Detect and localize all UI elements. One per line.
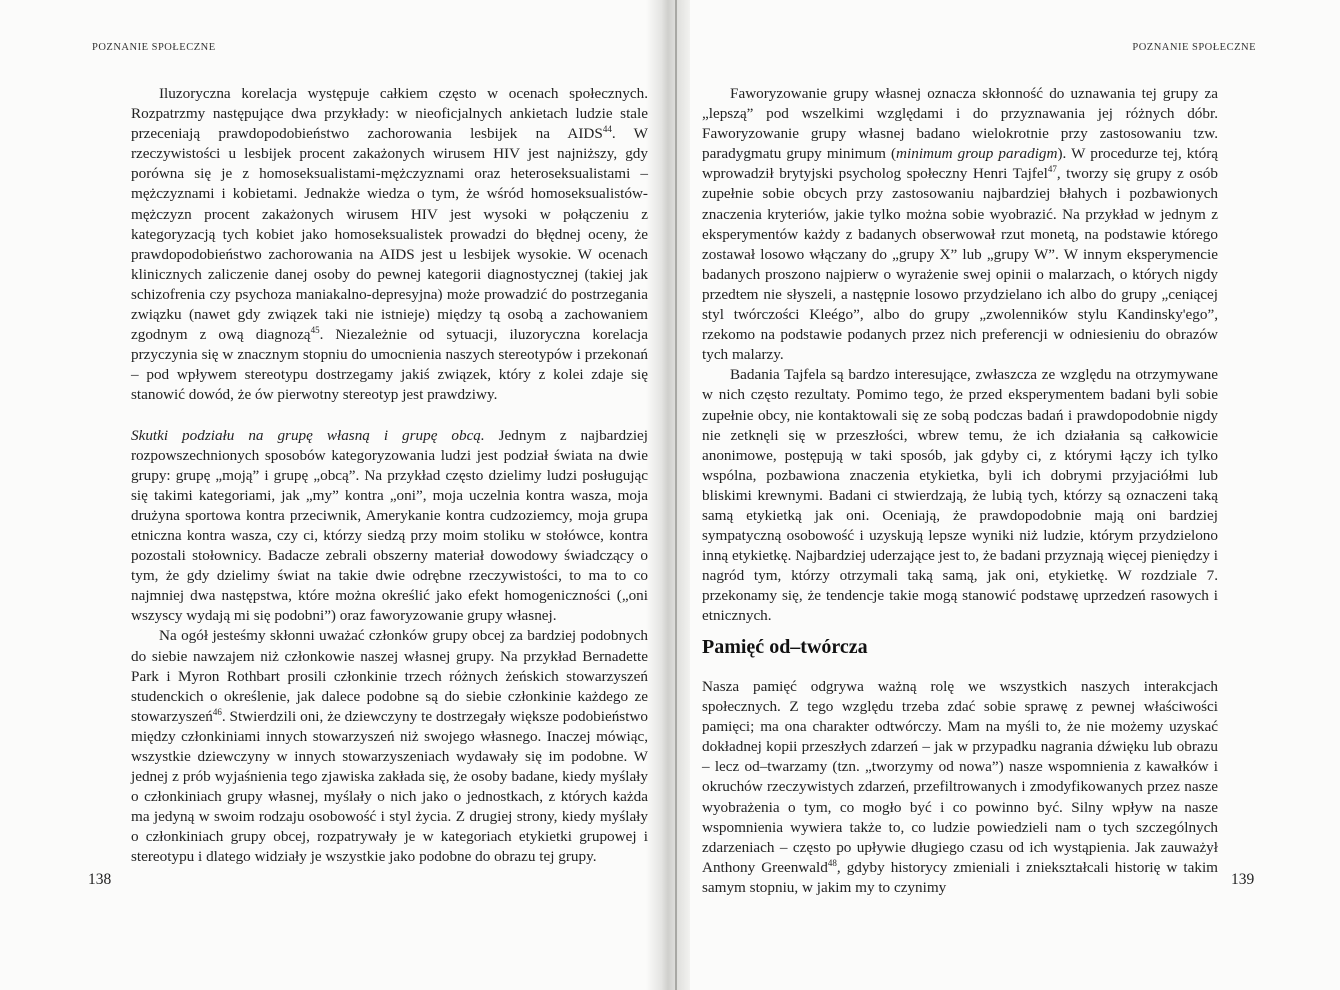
right-page xyxy=(676,0,1340,990)
right-running-head: POZNANIE SPOŁECZNE xyxy=(1132,42,1256,53)
footnote-ref-46: 46 xyxy=(212,706,222,717)
left-paragraph-3: Na ogół jesteśmy skłonni uważać członków grupy obcej za bardziej podobnych do siebie nawzajem niż członkowie naszej własnej grupy. Na przykład Bernadette Park i Myron Rothbart prosili członkinie trzech różnych żeńskich stowarzyszeń studenckich o określenie, jak dalece podobne są do siebie członkinie każdego ze stowarzyszeń$^{46}$. Stwierdzili oni, że dziewczyny te dostrzegały większe podobieństwo między członkiniami innych stowarzyszeń niż swojego własnego. Inaczej mówiąc, wszystkie dziewczyny w innych stowarzyszeniach wydawały się im podobne. W jednej z prób wyjaśnienia tego zjawiska zakłada się, że osoby badane, kiedy myślały o członkiniach grupy własnej, myślały o nich jako o jednostkach, z których każda ma jedyną w swoim rodzaju osobowość i styl życia. Z drugiej strony, kiedy myślały o członkiniach grupy obcej, rozpatrywały je w kategoriach etykietki grupowej i stereotypu i dlatego widziały je wszystkie jako podobne do obrazu tej grupy. xyxy=(131,627,648,866)
left-page-number: 138 xyxy=(88,871,112,888)
right-paragraph-2: Badania Tajfela są bardzo interesujące, zwłaszcza ze względu na otrzymywane w nich często rezultaty. Pomimo tego, że przed eksperymentem badani byli sobie zupełnie obcy, nie kontaktowali się ze sobą podczas badań i prawdopodobnie nigdy nie zetknęli się w przeszłości, wbrew temu, że ich działania są całkowicie anonimowe, postępują w taki sposób, jak gdyby ci, z którymi łączy ich tylko wspólna, pozbawiona znaczenia etykietka, byli ich dobrymi przyjaciółmi lub bliskimi krewnymi. Badani ci stwierdzają, że lubią tych, którzy są oznaczeni taką samą etykietką jak oni. Oceniają, że prawdopodobnie mają oni bardziej sympatyczną osobowość i uzyskują lepsze wyniki niż ludzie, którym przydzielono inną etykietkę. Najbardziej uderzające jest to, że badani przyznają więcej pieniędzy i nagród tym, którzy otrzymali taką samą, jak oni, etykietkę. W rozdziale 7. przekonamy się, że tendencje takie mogą stanowić podstawę uprzedzeń rasowych i etnicznych. xyxy=(702,366,1218,625)
left-paragraph-2: Skutki podziału na grupę własną i grupę obcą. Jednym z najbardziej rozpowszechnionych sposobów kategoryzowania ludzi jest podział świata na dwie grupy: grupę „moją” i grupę „obcą”. Na przykład często dzielimy ludzi posługując się takimi kategoriami, jak „my” kontra „oni”, moja uczelnia kontra wasza, moja drużyna sportowa kontra przeciwnik, Amerykanie kontra cudzoziemcy, moja grupa etniczna kontra wasza, czy ci, którzy siedzą przy moim stoliku w stołówce, kontra pozostali stołownicy. Badacze zebrali obszerny materiał dowodowy świadczący o tym, że gdy dzielimy świat na takie dwie odrębne rzeczywistości, to ma to co najmniej dwa następstwa, które można określić jako efekt homogeniczności („oni wszyscy wydają mi się podobni”) oraz faworyzowanie grupy własnej. xyxy=(131,426,648,625)
left-paragraph-1: Iluzoryczna korelacja występuje całkiem często w ocenach społecznych. Rozpatrzmy następujące dwa przykłady: w nieoficjalnych ankietach ludzie stale przeceniają prawdopodobieństwo zachorowania lesbijek na AIDS$^{44}$. W rzeczywistości u lesbijek procent zakażonych wirusem HIV jest najniższy, gdy porówna się je z homoseksualistami-mężczyznami oraz heteroseksualistami – mężczyznami i kobietami. Jednakże wiedza o tym, że wśród homoseksualistów-mężczyzn procent zakażonych wirusem HIV jest wysoki w połączeniu z kategoryzacją tych kobiet jako homoseksualistek prowadzi do błędnej oceny, że prawdopodobieństwo zachorowania na AIDS jest u lesbijek wysokie. W ocenach klinicznych zaliczenie danej osoby do pewnej kategorii diagnostycznej (takiej jak schizofrenia czy psychoza maniakalno-depresyjna) może prowadzić do postrzegania związku (nawet gdy związek taki nie istnieje) między tą osobą a zachowaniem zgodnym z ową diagnozą$^{45}$. Niezależnie od sytuacji, iluzoryczna korelacja przyczynia się w znacznym stopniu do umocnienia naszych stereotypów i przekonań – pod wpływem stereotypu dostrzegamy jakiś związek, który z kolei zdaje się stanowić dowód, że ów pierwotny stereotyp jest prawdziwy. xyxy=(131,85,649,404)
right-text-block-top xyxy=(702,84,1218,627)
subsection-title: Skutki podziału na grupę własną i grupę obcą. xyxy=(131,426,485,444)
footnote-ref-45: 45 xyxy=(310,325,320,336)
right-text-block-bottom xyxy=(702,677,1218,898)
right-page-number: 139 xyxy=(1231,871,1255,888)
left-page xyxy=(0,0,668,990)
left-text-block xyxy=(131,84,648,868)
left-running-head: POZNANIE SPOŁECZNE xyxy=(92,42,216,53)
footnote-ref-47: 47 xyxy=(1047,164,1057,175)
footnote-ref-48: 48 xyxy=(827,857,837,868)
footnote-ref-44: 44 xyxy=(602,124,612,135)
right-paragraph-1: Faworyzowanie grupy własnej oznacza skłonność do uznawania tej grupy za „lepszą” pod wszelkimi względami i do przyznawania jej różnych dóbr. Faworyzowanie grupy własnej badano wielokrotnie przy zastosowaniu tzw. paradygmatu grupy minimum (minimum group paradigm). W procedurze tej, którą wprowadził brytyjski psycholog społeczny Henri Tajfel$^{47}$, tworzy się grupy z osób zupełnie sobie obcych przy zastosowaniu najbardziej błahych i pozbawionych znaczenia kryteriów, jakie tylko można sobie wyobrazić. Na przykład w jednym z eksperymentów każdy z badanych obserwował rzut monetą, na podstawie którego zostawał losowo włączany do „grupy X” lub „grupy W”. W innym eksperymencie badanych proszono najpierw o wyrażenie swej opinii o malarzach, o których nigdy przedtem nie słyszeli, a następnie losowo przydzielano ich albo do grupy „ceniącej styl twórczości Kleégo”, albo do grupy „zwolenników stylu Kandinsky'ego”, rzekomo na podstawie podanych przez nich preferencji w odniesieniu do obrazów tych malarzy. xyxy=(702,85,1219,364)
right-paragraph-3: Nasza pamięć odgrywa ważną rolę we wszystkich naszych interakcjach społecznych. Z tego względu trzeba zdać sobie sprawę z pewnej właściwości pamięci; ma ona charakter odtwórczy. Mam na myśli to, że nie możemy uzyskać dokładnej kopii przeszłych zdarzeń – jak w przypadku nagrania dźwięku lub obrazu – lecz od–twarzamy (tzn. „tworzymy od nowa”) nasze wspomnienia z kawałków i okruchów rzeczywistych zdarzeń, przefiltrowanych i zmodyfikowanych przez nasze wyobrażenia o tym, co mogło być i co powinno być. Silny wpływ na nasze wspomnienia wywiera także to, co ludzie powiedzieli nam o tych szczególnych zdarzeniach – często po upływie długiego czasu od ich wystąpienia. Jak zauważył Anthony Greenwald$^{48}$, gdyby historycy zmieniali i zniekształcali historię w takim samym stopniu, w jakim my to czynimy xyxy=(702,678,1219,896)
section-heading: Pamięć od–twórcza xyxy=(702,636,868,658)
